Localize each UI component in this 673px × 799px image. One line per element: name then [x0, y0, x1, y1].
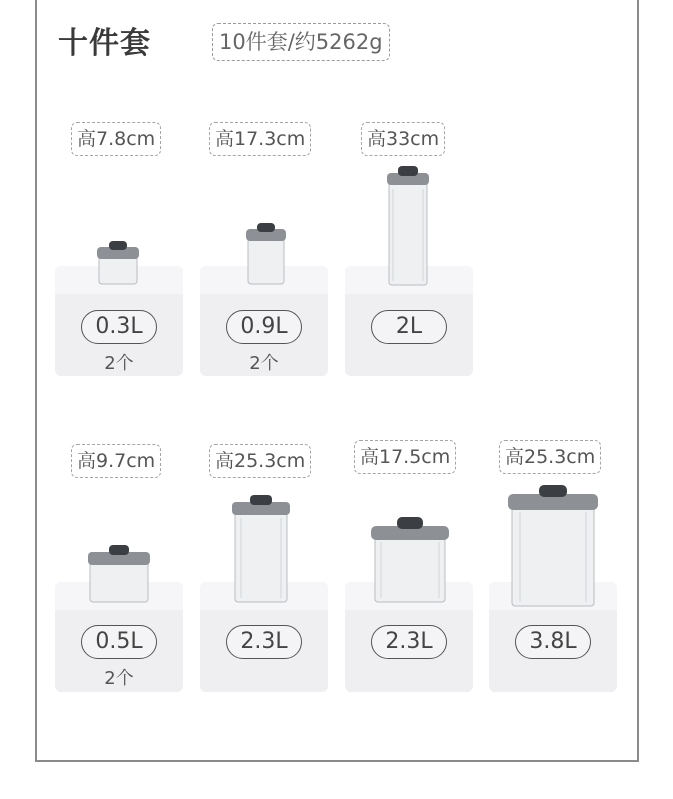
height-tag: 高17.5cm [354, 440, 456, 474]
quantity-label: 2个 [249, 353, 279, 374]
storage-jar-image [86, 544, 152, 604]
quantity-label: 2个 [104, 668, 134, 689]
capacity-label: 0.3L [81, 310, 157, 344]
height-tag: 高9.7cm [71, 444, 161, 478]
height-tag: 高17.3cm [209, 122, 311, 156]
capacity-label: 2.3L [371, 625, 447, 659]
page-title: 十件套 [58, 26, 151, 61]
storage-jar-image [506, 484, 600, 608]
capacity-label: 2L [371, 310, 447, 344]
height-tag: 高33cm [361, 122, 445, 156]
capacity-label: 0.5L [81, 625, 157, 659]
storage-jar-image [229, 494, 293, 604]
set-summary-badge: 10件套/约5262g [212, 23, 390, 61]
height-tag: 高25.3cm [209, 444, 311, 478]
capacity-label: 3.8L [515, 625, 591, 659]
height-tag: 高25.3cm [499, 440, 601, 474]
quantity-label: 2个 [104, 353, 134, 374]
storage-jar-image [383, 165, 433, 287]
height-tag: 高7.8cm [71, 122, 161, 156]
capacity-label: 0.9L [226, 310, 302, 344]
storage-jar-image [369, 516, 451, 604]
storage-jar-image [96, 240, 140, 286]
storage-jar-image [244, 222, 288, 286]
capacity-label: 2.3L [226, 625, 302, 659]
